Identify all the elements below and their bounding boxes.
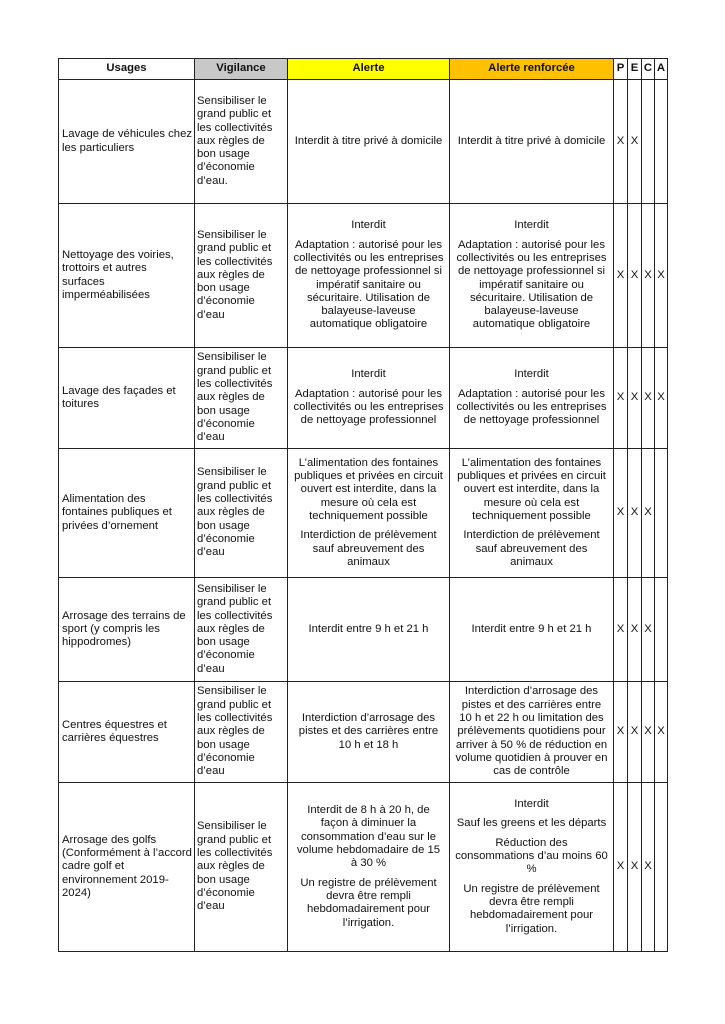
flag-c: X [642,449,655,578]
alerte-renforcee-text: Adaptation : autorisé pour les collectivités ou les entreprises de nettoyage professionnel [456,387,607,427]
vigilance-cell: Sensibiliser le grand public et les collectivités aux règles de bon usage d’économie d’eau. [195,80,288,204]
flag-c [642,80,655,204]
alerte-renforcee-text: Réduction des consommations d’au moins 60 % [455,836,608,876]
flag-e: X [628,204,642,348]
alerte-cell [288,204,450,348]
alerte-text: Interdiction de prélèvement sauf abreuvement des animaux [300,529,437,568]
alerte-text: Interdit [351,368,386,381]
flag-p: X [614,578,628,682]
flag-a: X [655,682,668,783]
flag-c: X [642,204,655,348]
restrictions-table [58,58,668,952]
alerte-text: Interdit entre 9 h et 21 h [308,622,429,635]
vigilance-cell: Sensibiliser le grand public et les collectivités aux règles de bon usage d’économie d’eau [195,682,288,783]
flag-p: X [614,449,628,578]
flag-e: X [628,682,642,783]
usage-cell: Lavage des façades et toitures [59,348,195,449]
alerte-cell [288,348,450,449]
flag-e: X [628,348,642,449]
alerte-renforcee-cell [450,80,614,204]
flag-c: X [642,783,655,952]
alerte-text: Adaptation : autorisé pour les collectivités ou les entreprises de nettoyage professionnel si impératif sanitaire ou sécuritaire. Utilisation de balayeuse-laveuse automatique obligatoire [293,238,444,331]
alerte-text: Interdit à titre privé à domicile [294,134,443,147]
header-c: C [642,59,655,80]
vigilance-cell: Sensibiliser le grand public et les collectivités aux règles de bon usage d’économie d’eau [195,783,288,952]
vigilance-cell: Sensibiliser le grand public et les collectivités aux règles de bon usage d’économie d’eau [195,578,288,682]
flag-a [655,80,668,204]
alerte-cell [288,578,450,682]
flag-c: X [642,348,655,449]
vigilance-cell: Sensibiliser le grand public et les collectivités aux règles de bon usage d’économie d’eau [195,449,288,578]
alerte-renforcee-cell [450,348,614,449]
flag-a: X [655,348,668,449]
usage-cell: Lavage de véhicules chez les particuliers [59,80,195,204]
flag-c: X [642,682,655,783]
header-alerte-renforcee: Alerte renforcée [450,59,614,80]
flag-c: X [642,578,655,682]
alerte-renforcee-text: L’alimentation des fontaines publiques et privées en circuit ouvert est interdite, dans la mesure où cela est techniquement possible [457,456,606,522]
alerte-cell [288,783,450,952]
alerte-text: Un registre de prélèvement devra être rempli hebdomadairement pour l’irrigation. [300,876,437,929]
flag-e: X [628,783,642,952]
alerte-renforcee-text: Un registre de prélèvement devra être rempli hebdomadairement pour l’irrigation. [463,882,600,935]
alerte-renforcee-text: Interdit [514,368,549,381]
alerte-renforcee-cell [450,204,614,348]
flag-e: X [628,578,642,682]
flag-p: X [614,682,628,783]
flag-a: X [655,204,668,348]
table-row [59,449,668,578]
alerte-text: Interdiction d’arrosage des pistes et des carrières entre 10 h et 18 h [298,712,439,751]
usage-cell: Arrosage des golfs (Conformément à l’accord cadre golf et environnement 2019-2024) [59,783,195,952]
alerte-text: Adaptation : autorisé pour les collectivités ou les entreprises de nettoyage professionnel [293,387,444,427]
header-a: A [655,59,668,80]
flag-a [655,783,668,952]
alerte-renforcee-text: Interdiction de prélèvement sauf abreuvement des animaux [463,529,600,568]
table-row [59,80,668,204]
flag-p: X [614,80,628,204]
flag-e: X [628,80,642,204]
usage-cell: Alimentation des fontaines publiques et privées d’ornement [59,449,195,578]
alerte-renforcee-cell [450,682,614,783]
usage-cell: Centres équestres et carrières équestres [59,682,195,783]
flag-p: X [614,348,628,449]
alerte-renforcee-text: Interdiction d’arrosage des pistes et des carrières entre 10 h et 22 h ou limitation des prélèvements quotidiens pour arriver à 50 % de réduction en volume quotidien à prouver en cas de contrôle [455,685,608,778]
vigilance-cell: Sensibiliser le grand public et les collectivités aux règles de bon usage d’économie d’eau [195,204,288,348]
header-p: P [614,59,628,80]
flag-p: X [614,204,628,348]
vigilance-cell: Sensibiliser le grand public et les collectivités aux règles de bon usage d’économie d’eau [195,348,288,449]
alerte-renforcee-cell [450,449,614,578]
flag-p: X [614,783,628,952]
alerte-cell [288,449,450,578]
table-row [59,348,668,449]
usage-cell: Nettoyage des voiries, trottoirs et autres surfaces imperméabilisées [59,204,195,348]
alerte-renforcee-cell [450,783,614,952]
header-e: E [628,59,642,80]
alerte-text: Interdit [351,219,386,232]
alerte-cell [288,80,450,204]
header-row [59,59,668,80]
alerte-renforcee-cell [450,578,614,682]
flag-e: X [628,449,642,578]
flag-a [655,449,668,578]
table-row [59,204,668,348]
header-usages: Usages [59,59,195,80]
flag-a [655,578,668,682]
alerte-text: L’alimentation des fontaines publiques et privées en circuit ouvert est interdite, dans la mesure où cela est techniquement possible [294,456,443,522]
header-alerte: Alerte [288,59,450,80]
alerte-renforcee-text: Interdit à titre privé à domicile [457,134,606,147]
alerte-renforcee-text: Sauf les greens et les départs [456,817,607,830]
usage-cell: Arrosage des terrains de sport (y compris les hippodromes) [59,578,195,682]
alerte-renforcee-text: Interdit [514,219,549,232]
alerte-renforcee-text: Interdit entre 9 h et 21 h [471,622,592,635]
table-row [59,682,668,783]
alerte-text: Interdit de 8 h à 20 h, de façon à diminuer la consommation d’eau sur le volume hebdomadaire de 15 à 30 % [296,804,441,870]
alerte-cell [288,682,450,783]
table-row [59,783,668,952]
table-row [59,578,668,682]
alerte-renforcee-text: Interdit [514,798,549,811]
header-vigilance: Vigilance [195,59,288,80]
alerte-renforcee-text: Adaptation : autorisé pour les collectivités ou les entreprises de nettoyage professionnel si impératif sanitaire ou sécuritaire. Utilisation de balayeuse-laveuse automatique obligatoire [456,238,607,331]
